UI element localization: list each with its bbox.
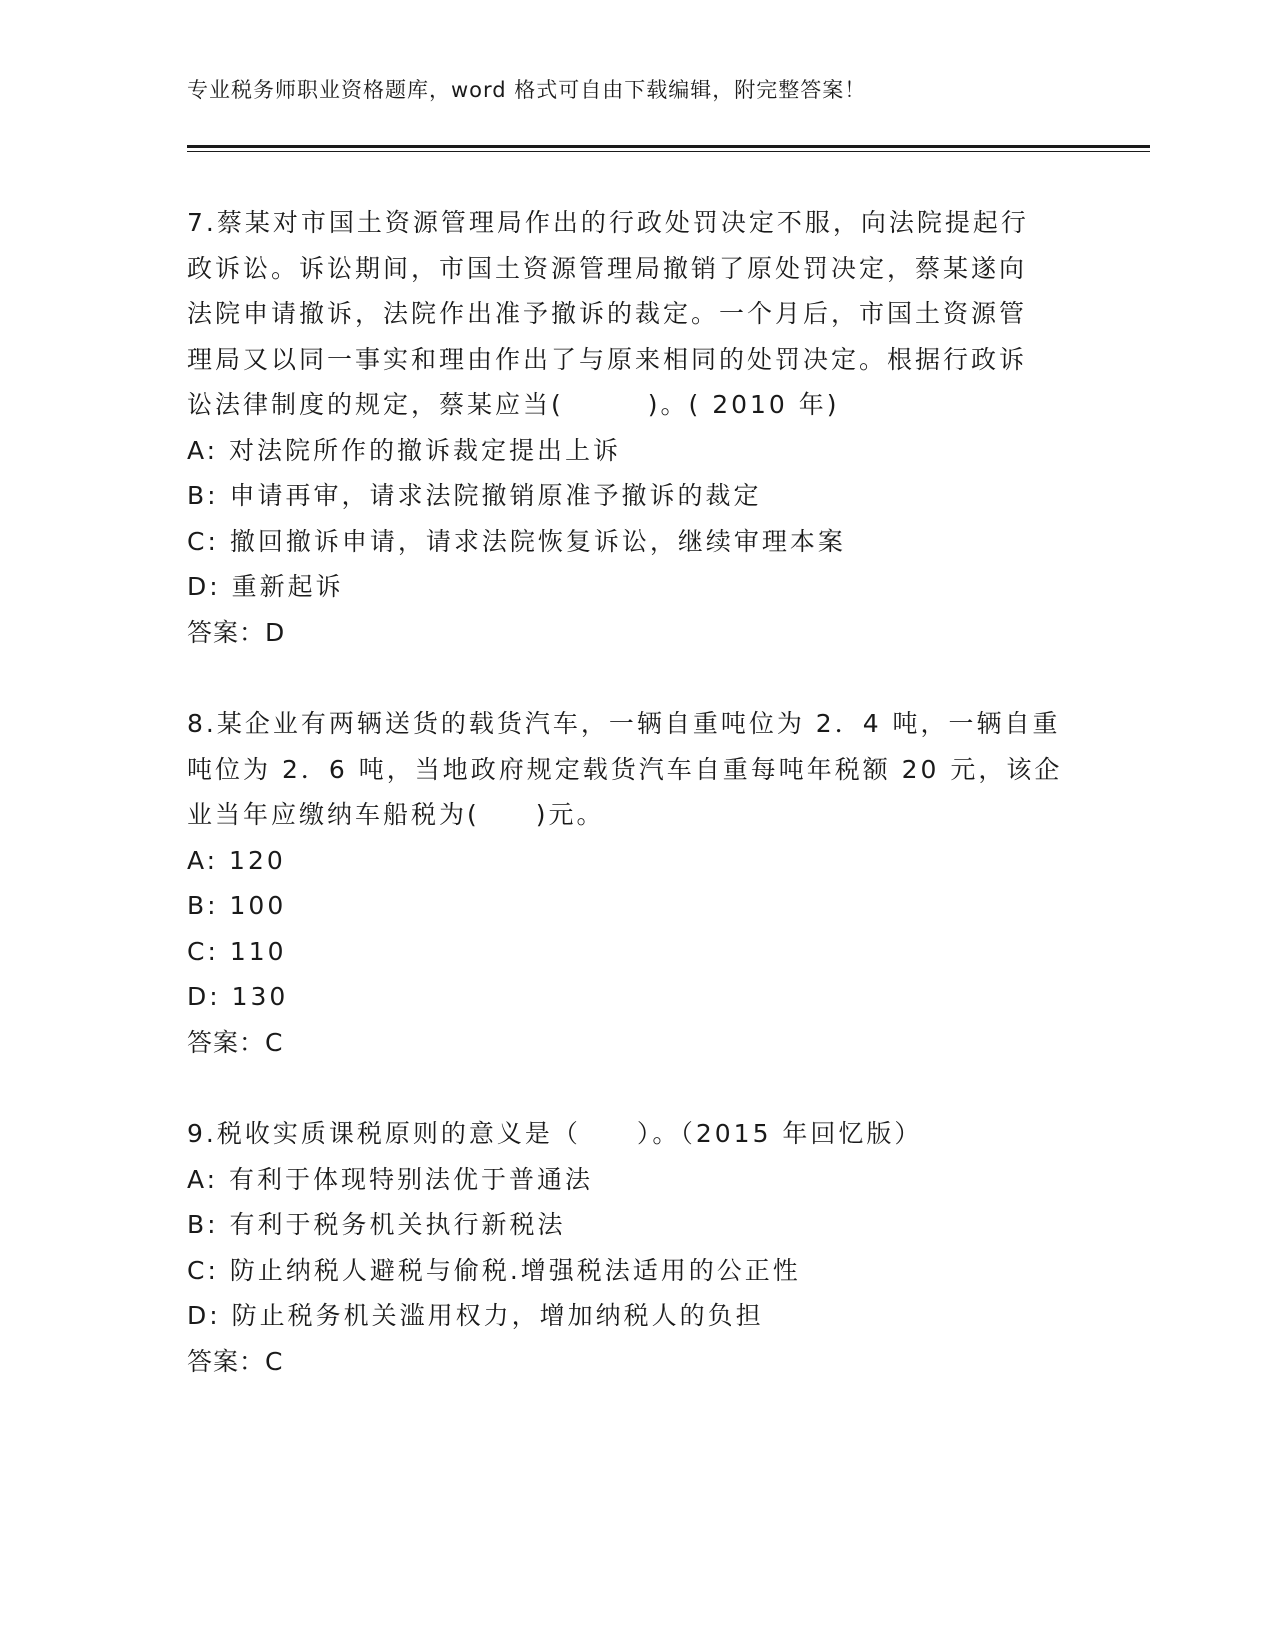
question-stem-line: 8.某企业有两辆送货的载货汽车，一辆自重吨位为 2．4 吨，一辆自重 <box>187 709 1061 738</box>
header-rule-thin <box>187 151 1150 152</box>
option-d: D: 防止税务机关滥用权力，增加纳税人的负担 <box>187 1301 764 1330</box>
option-c: C: 撤回撤诉申请，请求法院恢复诉讼，继续审理本案 <box>187 526 846 556</box>
answer-label: 答案：C <box>187 1346 284 1376</box>
question-stem-line: 理局又以同一事实和理由作出了与原来相同的处罚决定。根据行政诉 <box>187 344 1028 374</box>
question-stem-line: 业当年应缴纳车船税为( )元。 <box>187 800 605 829</box>
answer-label: 答案：D <box>187 617 286 647</box>
option-a: A: 有利于体现特别法优于普通法 <box>187 1164 594 1194</box>
question-stem-line: 吨位为 2．6 吨，当地政府规定载货汽车自重每吨年税额 20 元，该企 <box>187 754 1063 784</box>
question-list <box>187 200 1067 1430</box>
question-stem-line: 9.税收实质课税原则的意义是（ ）。（2015 年回忆版） <box>187 1119 923 1148</box>
question-7 <box>187 200 1067 655</box>
page-header: 专业税务师职业资格题库，word 格式可自由下载编辑，附完整答案！ <box>187 78 867 102</box>
option-d: D: 130 <box>187 982 289 1011</box>
option-d: D: 重新起诉 <box>187 572 344 601</box>
question-stem-line: 法院申请撤诉，法院作出准予撤诉的裁定。一个月后，市国土资源管 <box>187 299 1028 328</box>
option-c: C: 110 <box>187 936 287 966</box>
option-a: A: 对法院所作的撤诉裁定提出上诉 <box>187 435 622 465</box>
answer-label: 答案：C <box>187 1027 284 1057</box>
question-9 <box>187 1111 1067 1384</box>
option-b: B: 100 <box>187 891 287 920</box>
option-b: B: 有利于税务机关执行新税法 <box>187 1210 566 1239</box>
option-b: B: 申请再审，请求法院撤销原准予撤诉的裁定 <box>187 481 762 510</box>
question-stem-line: 政诉讼。诉讼期间，市国土资源管理局撤销了原处罚决定，蔡某遂向 <box>187 253 1028 283</box>
header-rule-thick <box>187 145 1150 148</box>
question-stem-line: 讼法律制度的规定，蔡某应当( )。( 2010 年) <box>187 390 840 419</box>
option-a: A: 120 <box>187 845 286 875</box>
question-stem-line: 7.蔡某对市国土资源管理局作出的行政处罚决定不服，向法院提起行 <box>187 208 1029 237</box>
option-c: C: 防止纳税人避税与偷税.增强税法适用的公正性 <box>187 1255 801 1285</box>
question-8 <box>187 701 1067 1065</box>
